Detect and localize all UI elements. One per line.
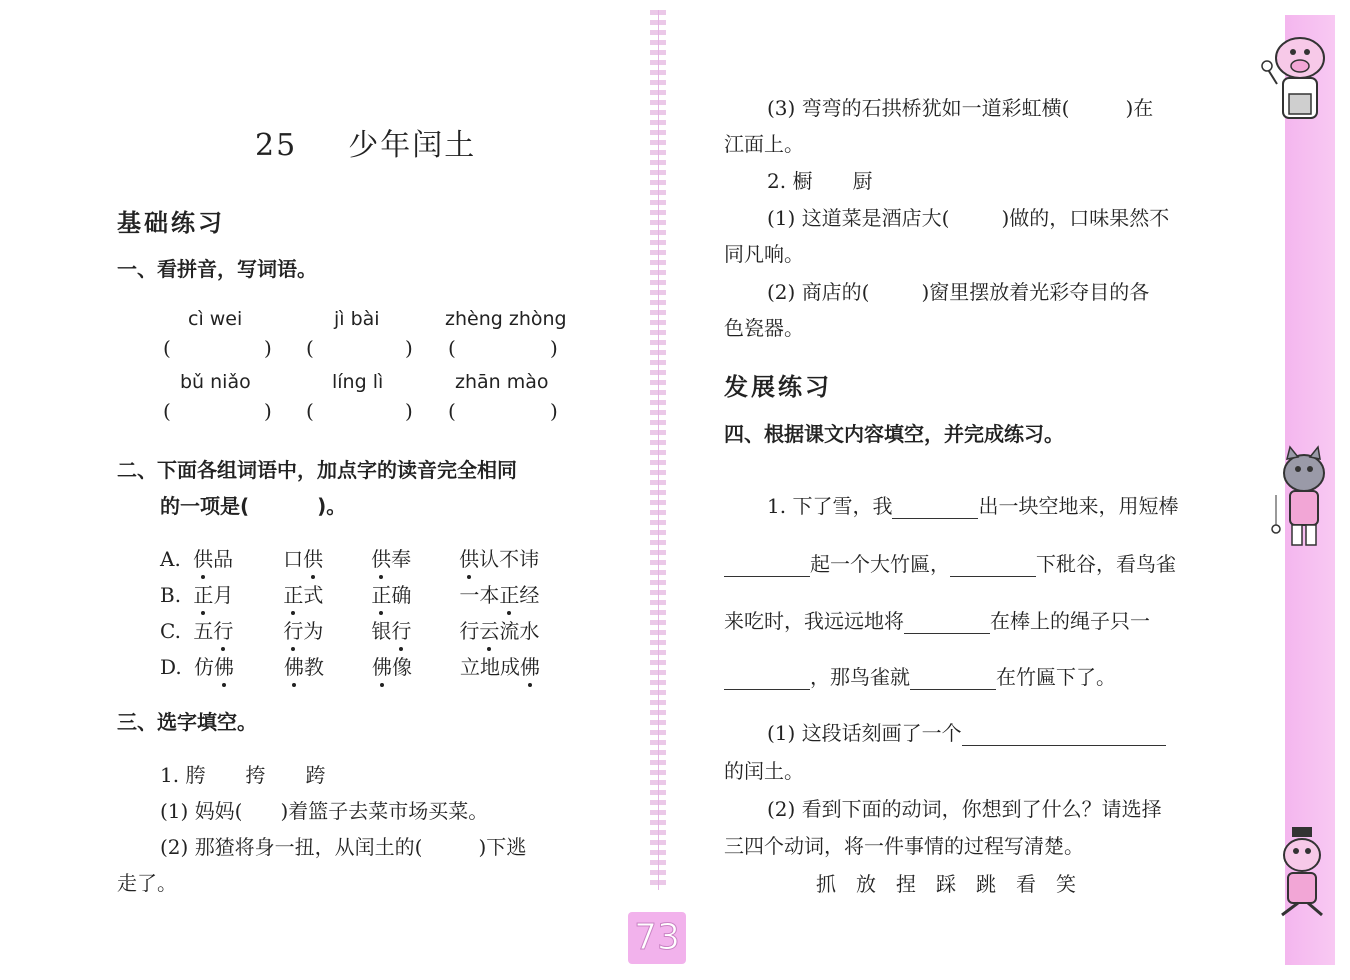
q3-1-sentence-1: (1) 妈妈( )着篮子去菜市场买菜。 <box>160 799 489 823</box>
q3-1-sentence-2: (2) 那猹将身一扭，从闰土的( )下逃 <box>160 835 527 859</box>
passage-line-1: 1. 下了雪，我 出一块空地来，用短棒 <box>767 494 1179 518</box>
answer-blank[interactable] <box>892 498 978 519</box>
option-word: 正式 <box>283 579 371 608</box>
answer-bracket-close: ) <box>550 399 558 423</box>
option-word: 正确 <box>371 579 459 608</box>
wolf-cartoon-icon <box>1262 445 1342 555</box>
answer-bracket[interactable]: ( <box>448 399 456 423</box>
q3-1-sentence-3-cont: 江面上。 <box>724 132 804 156</box>
option-row-b: B. 正月 正式 正确 一本正经 <box>160 579 565 608</box>
answer-blank[interactable] <box>724 669 810 690</box>
question-4-heading: 四、根据课文内容填空，并完成练习。 <box>724 422 1064 446</box>
pinyin-item: líng lì <box>332 371 384 393</box>
option-word: 仿佛 <box>194 651 284 680</box>
option-word: 佛教 <box>284 651 372 680</box>
answer-blank[interactable] <box>910 669 996 690</box>
answer-blank[interactable] <box>962 725 1166 746</box>
lesson-number: 25 <box>255 128 298 163</box>
answer-blank[interactable] <box>950 556 1036 577</box>
option-word: 银行 <box>371 615 459 644</box>
option-word: 供品 <box>193 543 283 572</box>
option-row-c: C. 五行 行为 银行 行云流水 <box>160 615 565 644</box>
answer-bracket[interactable]: ( <box>306 336 314 360</box>
q3-group-1-choices: 1. 胯 挎 跨 <box>160 763 326 787</box>
answer-bracket-close: ) <box>264 336 272 360</box>
lesson-name: 少年闰土 <box>348 128 477 163</box>
section-basic-practice: 基础练习 <box>117 209 225 237</box>
dog-cartoon-icon <box>1262 825 1342 925</box>
question-2-line-2: 的一项是( )。 <box>160 494 347 518</box>
sub-question-1-cont: 的闰土。 <box>724 759 804 783</box>
answer-bracket[interactable]: ( <box>448 336 456 360</box>
option-row-a: A. 供品 口供 供奉 供认不讳 <box>160 543 565 572</box>
pinyin-item: cì wei <box>188 308 243 330</box>
option-word: 一本正经 <box>459 579 539 608</box>
answer-bracket[interactable]: ( <box>306 399 314 423</box>
option-word: 行云流水 <box>459 615 539 644</box>
q3-2-sentence-1: (1) 这道菜是酒店大( )做的，口味果然不 <box>767 206 1170 230</box>
answer-bracket[interactable]: ( <box>163 399 171 423</box>
q3-2-sentence-2-cont: 色瓷器。 <box>724 316 804 340</box>
answer-bracket-close: ) <box>405 399 413 423</box>
section-development-practice: 发展练习 <box>724 373 832 401</box>
answer-blank[interactable] <box>724 556 810 577</box>
sub-question-1: (1) 这段话刻画了一个 <box>767 717 1166 746</box>
q3-2-sentence-2: (2) 商店的( )窗里摆放着光彩夺目的各 <box>767 280 1150 304</box>
answer-bracket-close: ) <box>550 336 558 360</box>
sub-question-2-cont: 三四个动词，将一件事情的过程写清楚。 <box>724 834 1084 858</box>
question-1-heading: 一、看拼音，写词语。 <box>117 257 317 281</box>
pinyin-item: bǔ niǎo <box>180 371 251 393</box>
answer-bracket-close: ) <box>264 399 272 423</box>
option-word: 口供 <box>283 543 371 572</box>
passage-line-4: ，那鸟雀就 在竹匾下了。 <box>724 661 1116 690</box>
option-word: 行为 <box>283 615 371 644</box>
answer-bracket[interactable]: ( <box>163 336 171 360</box>
answer-blank[interactable] <box>904 613 990 634</box>
pinyin-item: jì bài <box>334 308 380 330</box>
question-3-heading: 三、选字填空。 <box>117 710 257 734</box>
q3-1-sentence-2-cont: 走了。 <box>117 871 177 895</box>
pig-cartoon-icon <box>1255 28 1340 133</box>
pinyin-item: zhān mào <box>455 371 549 393</box>
option-word: 正月 <box>193 579 283 608</box>
lesson-title <box>255 120 476 164</box>
passage-line-3: 来吃时，我远远地将 在棒上的绳子只一 <box>724 609 1150 633</box>
answer-bracket-close: ) <box>405 336 413 360</box>
option-row-d: D. 仿佛 佛教 佛像 立地成佛 <box>160 651 566 680</box>
pinyin-item: zhèng zhòng <box>445 308 567 330</box>
passage-line-2: 起一个大竹匾， 下秕谷，看鸟雀 <box>724 548 1176 577</box>
page-number: 73 <box>628 912 686 964</box>
option-word: 佛像 <box>372 651 460 680</box>
q3-group-2-choices: 2. 橱 厨 <box>767 169 873 193</box>
option-word: 供认不讳 <box>459 543 539 572</box>
option-word: 立地成佛 <box>460 651 540 680</box>
verb-list: 抓 放 捏 踩 跳 看 笑 <box>816 872 1076 896</box>
option-word: 五行 <box>193 615 283 644</box>
gutter-line <box>658 10 659 890</box>
q3-1-sentence-3: (3) 弯弯的石拱桥犹如一道彩虹横( )在 <box>767 96 1154 120</box>
option-word: 供奉 <box>371 543 459 572</box>
question-2-line-1: 二、下面各组词语中，加点字的读音完全相同 <box>117 458 517 482</box>
sub-question-2: (2) 看到下面的动词，你想到了什么？请选择 <box>767 797 1162 821</box>
q3-2-sentence-1-cont: 同凡响。 <box>724 242 804 266</box>
